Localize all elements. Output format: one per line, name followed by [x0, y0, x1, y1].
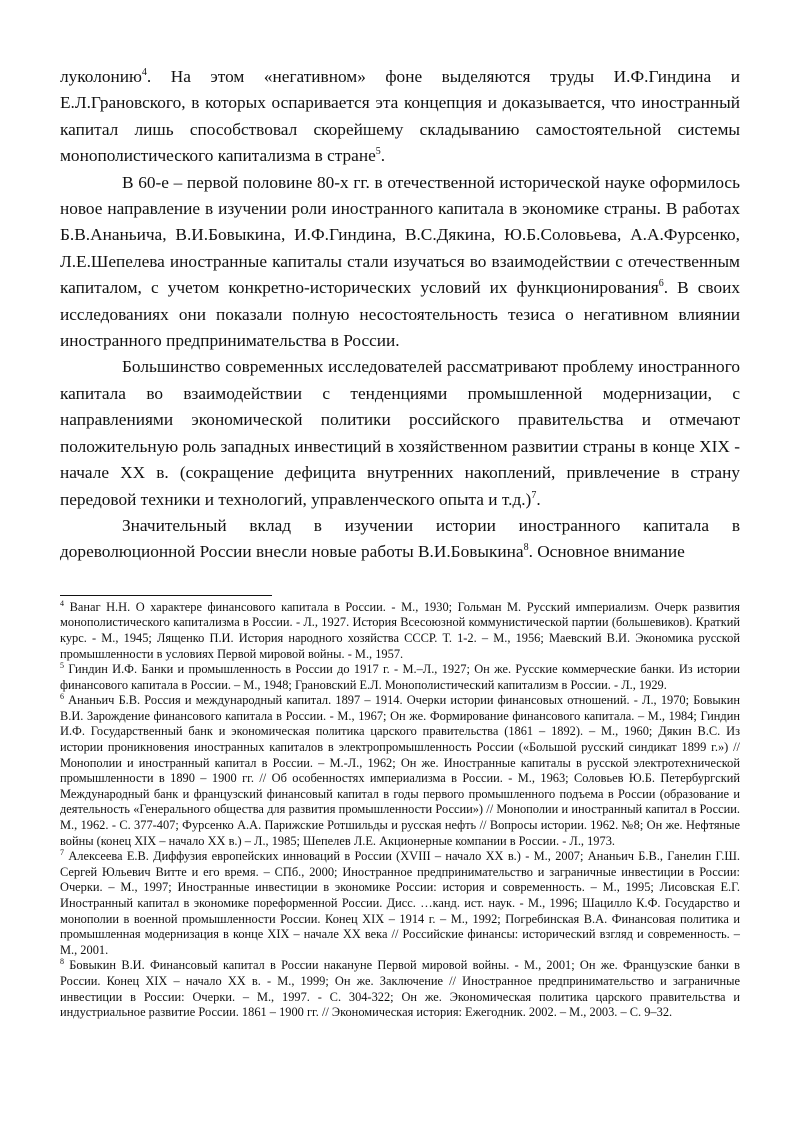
main-text	[60, 64, 740, 566]
footnote-ref-8[interactable]: 8	[523, 542, 529, 554]
footnote-5: $^5$ Гиндин И.Ф. Банки и промышленность в России до 1917 г. - М.–Л., 1927; Он же. Русские коммерческие банки. Из истории финансового капитала в России. – М., 1948; Грановский Е.Л. Монополистический капитализм в России. - Л., 1929.	[60, 660, 740, 692]
footnote-separator	[60, 595, 272, 596]
footnote-7: $^7$ Алексеева Е.В. Диффузия европейских инноваций в России (XVIII – начало XX в.) - М., 2007; Ананьич Б.В., Ганелин Г.Ш. Сергей Юльевич Витте и его время. – СПб., 2000; Иностранное предпринимательство и заграничные инвестиции в России: Очерки. – М., 1997; Иностранные инвестиции в экономике России: история и современность. – М., 1995; Лисовская Е.Г. Иностранный капитал в экономике пореформенной России. Дисс. …канд. ист. наук. - М., 1996; Шацилло К.Ф. Государство и монополии в военной промышленности России. Конец XIX – 1914 г. – М., 1992; Погребинская В.А. Финансовая политика и промышленная модернизация в конце XIX – начале XX века // Российские финансы: исторический взгляд и современность. – М., 2001.	[60, 848, 740, 957]
footnote-8: $^8$ Бовыкин В.И. Финансовый капитал в России накануне Первой мировой войны. - М., 2001; Он же. Французские банки в России. Конец XIX – начало XX в. - М., 1999; Он же. Заключение // Иностранное предпринимательство и заграничные инвестиции в России: Очерки. – М., 1997. - С. 304-322; Он же. Экономическая политика царского правительства и индустриальное развитие России. 1861 – 1900 гг. // Экономическая история: Ежегодник. 2002. – М., 2003. – С. 9–32.	[60, 957, 740, 1020]
document-page	[60, 64, 740, 1021]
paragraph-2: В 60-е – первой половине 80-х гг. в отечественной исторической науке оформилось новое направление в изучении роли иностранного капитала в экономике страны. В работах Б.В.Ананьича, В.И.Бовыкина, И.Ф.Гиндина, В.С.Дякина, Ю.Б.Соловьева, А.А.Фурсенко, Л.Е.Шепелева иностранные капиталы стали изучаться во взаимодействии с отечественным капиталом, с учетом конкретно-исторических условий их функционирования$^6$. В своих исследованиях они показали полную несостоятельность тезиса о негативном влиянии иностранного предпринимательства в России.	[60, 172, 740, 351]
paragraph-3: Большинство современных исследователей рассматривают проблему иностранного капитала во взаимодействии с тенденциями промышленной модернизации, с направлениями экономической политики российского правительства и отмечают положительную роль западных инвестиций в хозяйственном развитии страны в конце XIX - начале XX в. (сокращение дефицита внутренних накоплений, привлечение в страну передовой техники и технологий, управленческого опыта и т.д.)$^7$.	[60, 357, 740, 509]
paragraph-4: Значительный вклад в изучении истории иностранного капитала в дореволюционной России внесли новые работы В.И.Бовыкина$^8$. Основное внимание	[60, 515, 740, 562]
footnote-ref-4[interactable]: 4	[141, 67, 147, 79]
footnote-ref-5[interactable]: 5	[375, 146, 381, 158]
footnotes	[60, 600, 740, 1021]
footnote-6: $^6$ Ананьич Б.В. Россия и международный капитал. 1897 – 1914. Очерки истории финансовых отношений. - Л., 1970; Бовыкин В.И. Зарождение финансового капитала в России. - М., 1967; Он же. Формирование финансового капитала. – М., 1984; Гиндин И.Ф. Государственный банк и экономическая политика царского правительства (1861 – 1892). – М., 1960; Дякин В.С. Из истории проникновения иностранных капиталов в электропромышленность России («Большой русский синдикат 1899 г.») // Монополии и иностранный капитал в России. – М.-Л., 1962; Он же. Иностранные капиталы в русской электротехнической промышленности в 1890 – 1900 гг. // Об особенностях империализма в России. - М., 1963; Соловьев Ю.Б. Петербургский Международный банк и французский финансовый капитал в годы первого промышленного подъема в России (образование и деятельность «Генерального общества для развития промышленности России») // Монополии и иностранный капитал в России. М., 1962. - С. 377-407; Фурсенко А.А. Парижские Ротшильды и русская нефть // Вопросы истории. 1962. №8; Он же. Нефтяные войны (конец XIX – начало XX в.) – Л., 1985; Шепелев Л.Е. Акционерные компании в России. - Л., 1973.	[60, 692, 740, 848]
footnote-ref-6[interactable]: 6	[658, 278, 664, 290]
paragraph-1: луколонию$^4$. На этом «негативном» фоне выделяются труды И.Ф.Гиндина и Е.Л.Грановского, в которых оспаривается эта концепция и доказывается, что иностранный капитал лишь способствовал скорейшему складыванию самостоятельной системы монополистического капитализма в стране$^5$.	[60, 67, 740, 166]
footnote-ref-7[interactable]: 7	[531, 489, 537, 501]
footnote-4: $^4$ Ванаг Н.Н. О характере финансового капитала в России. - М., 1930; Гольман М. Русский империализм. Очерк развития монополистического капитализма в России. - Л., 1927. История Всесоюзной коммунистической партии (большевиков). Краткий курс. - М., 1945; Лященко П.И. История народного хозяйства СССР. Т. 1-2. – М., 1956; Маевский В.И. Экономика русской промышленности в условиях Первой мировой войны. - М., 1957.	[60, 598, 740, 661]
